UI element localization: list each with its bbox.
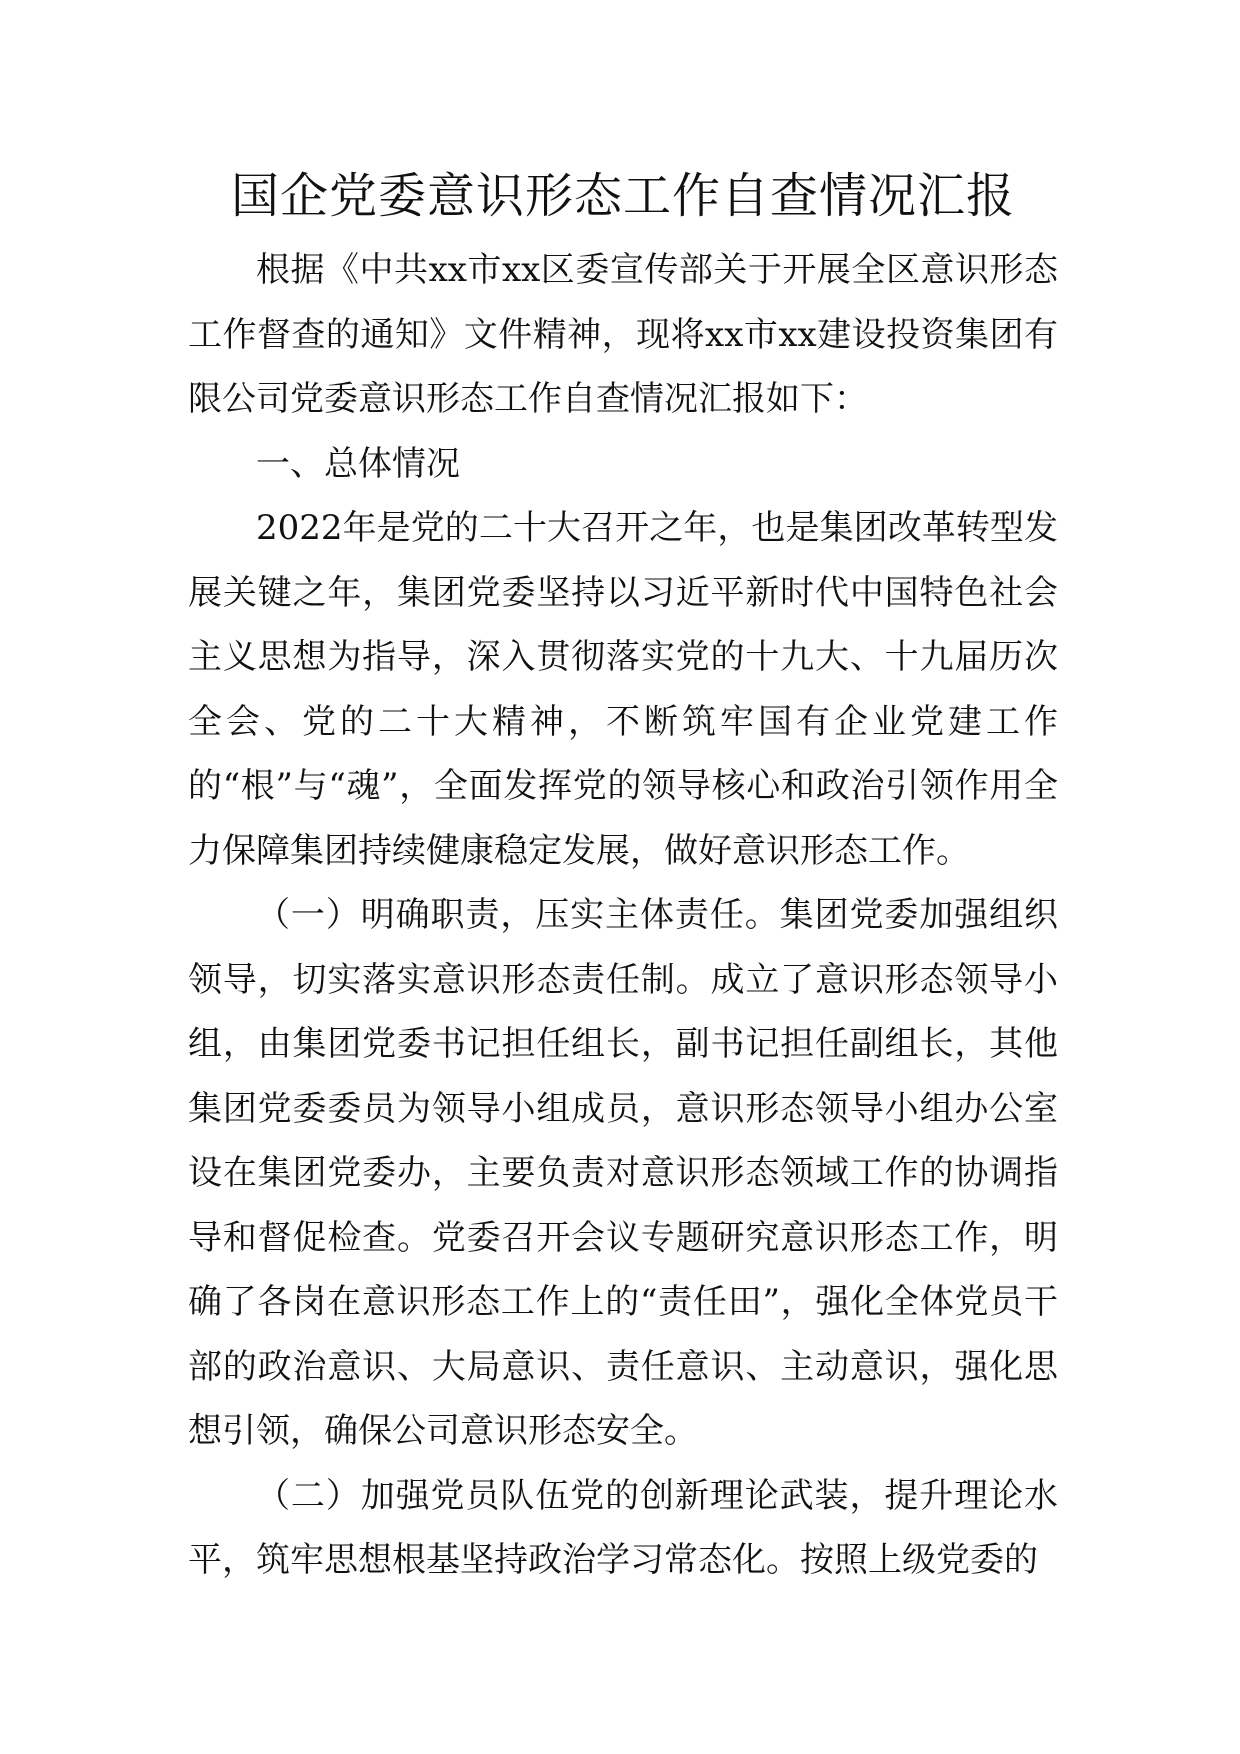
theory-study-paragraph: （二）加强党员队伍党的创新理论武装，提升理论水平，筑牢思想根基坚持政治学习常态化。按照上级党委的 [188, 1475, 1058, 1580]
section-heading-overall: 一、总体情况 [256, 443, 460, 484]
document-title: 国企党委意识形态工作自查情况汇报 [230, 168, 1015, 224]
document-body [188, 160, 1058, 1593]
intro-paragraph: 根据《中共xx市xx区委宣传部关于开展全区意识形态工作督查的通知》文件精神，现将xx市xx建设投资集团有限公司党委意识形态工作自查情况汇报如下： [188, 250, 1058, 419]
overview-paragraph: 2022年是党的二十大召开之年，也是集团改革转型发展关键之年，集团党委坚持以习近平新时代中国特色社会主义思想为指导，深入贯彻落实党的十九大、十九届历次全会、党的二十大精神，不断筑牢国有企业党建工作的“根”与“魂”，全面发挥党的领导核心和政治引领作用全力保障集团持续健康稳定发展，做好意识形态工作。 [188, 508, 1058, 871]
responsibility-paragraph: （一）明确职责，压实主体责任。集团党委加强组织领导，切实落实意识形态责任制。成立了意识形态领导小组，由集团党委书记担任组长，副书记担任副组长，其他集团党委委员为领导小组成员，意识形态领导小组办公室设在集团党委办，主要负责对意识形态领域工作的协调指导和督促检查。党委召开会议专题研究意识形态工作，明确了各岗在意识形态工作上的“责任田”，强化全体党员干部的政治意识、大局意识、责任意识、主动意识，强化思想引领，确保公司意识形态安全。 [188, 895, 1058, 1451]
